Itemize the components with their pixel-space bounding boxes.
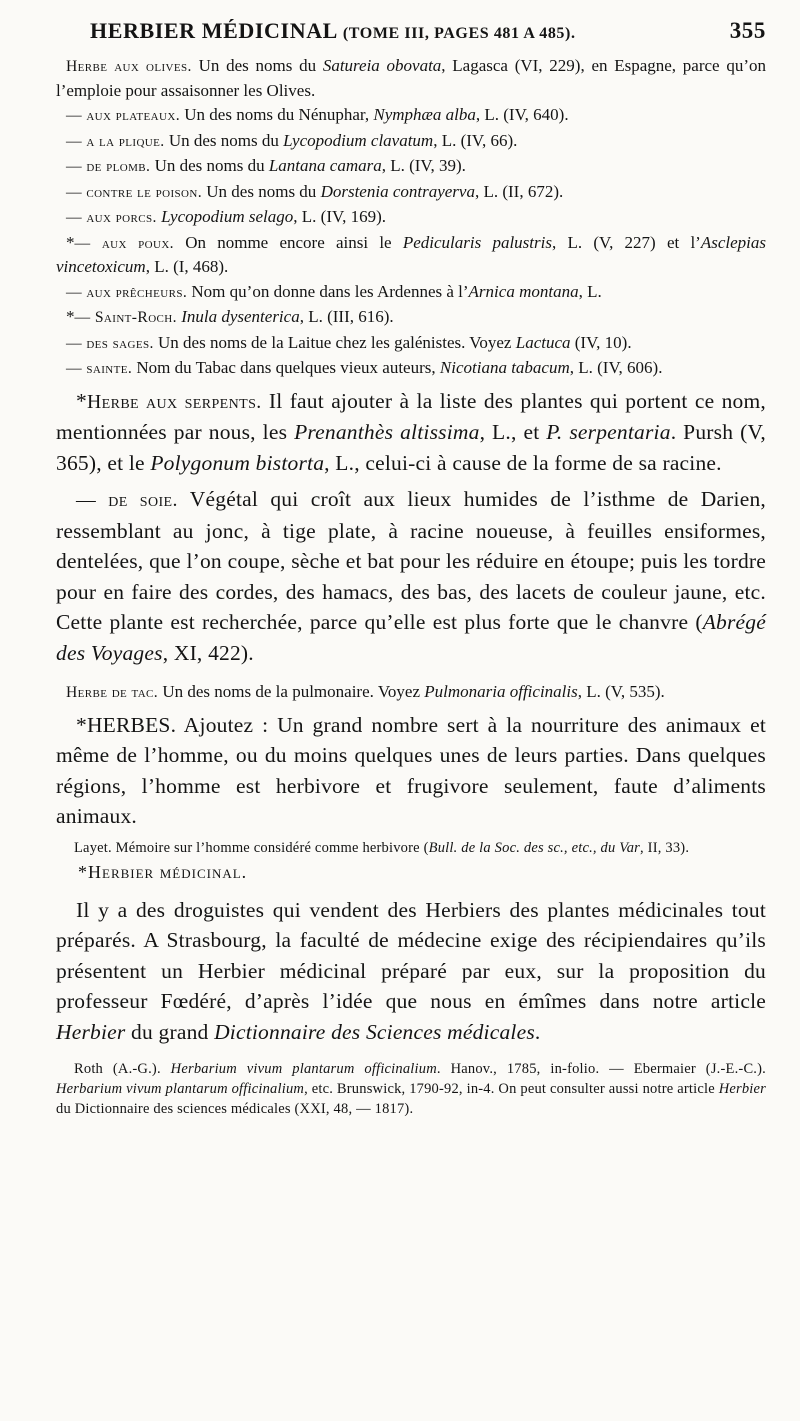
header-title: HERBIER MÉDICINAL — [90, 18, 337, 43]
entry-sainte: — sainte. Nom du Tabac dans quelques vieux auteurs, Nicotiana tabacum, L. (IV, 606). — [66, 358, 663, 377]
page — [56, 18, 766, 1119]
references-block — [56, 1059, 766, 1119]
entries-small-block — [56, 54, 766, 381]
entry-a-la-plique: — a la plique. Un des noms du Lycopodium clavatum, L. (IV, 66). — [66, 130, 518, 150]
entry-saint-roch: *— Saint-Roch. Inula dysenterica, L. (III, 616). — [66, 307, 394, 326]
entries-large-block — [56, 386, 766, 669]
entry-herbe-aux-serpents: *Herbe aux serpents. Il faut ajouter à la liste des plantes qui portent ce nom, mentionnées par nous, les Prenanthès altissima, L., et P. serpentaria. Pursh (V, 365), et le Polygonum bistorta, L., celui-ci à cause de la forme de sa racine. — [56, 388, 766, 475]
header-title-group — [90, 18, 576, 44]
entry-de-plomb: — de plomb. Un des noms du Lantana camara, L. (IV, 39). — [66, 156, 466, 175]
layet-reference: Layet. Mémoire sur l’homme considéré comme herbivore (Bull. de la Soc. des sc., etc., du Var, II, 33). — [74, 839, 690, 856]
page-number: 355 — [729, 18, 766, 43]
entry-des-sages: — des sages. Un des noms de la Laitue chez les galénistes. Voyez Lactuca (IV, 10). — [66, 332, 632, 352]
section-heading-herbier-medicinal: *Herbier médicinal. — [78, 861, 248, 882]
herbier-body-block — [56, 895, 766, 1048]
entry-herbe-aux-olives: Herbe aux olives. Un des noms du Satureia obovata, Lagasca (VI, 229), en Espagne, parce qu’on l’emploie pour assaisonner les Olives. — [56, 56, 766, 100]
entry-aux-precheurs: — aux prêcheurs. Nom qu’on donne dans les Ardennes à l’Arnica montana, L. — [66, 281, 602, 301]
header-tome-reference: (TOME III, PAGES 481 A 485). — [342, 25, 576, 42]
entry-herbe-de-tac-block — [56, 680, 766, 705]
layet-reference-block — [56, 838, 766, 858]
entry-aux-plateaux: — aux plateaux. Un des noms du Nénuphar, Nymphæa alba, L. (IV, 640). — [66, 105, 569, 124]
entry-herbes: *HERBES. Ajoutez : Un grand nombre sert à la nourriture des animaux et même de l’homme, ou du moins quelques unes de leurs parties. Dans quelques régions, l’homme est herbivore et frugivore seulement, faute d’aliments animaux. — [56, 712, 766, 828]
references: Roth (A.-G.). Herbarium vivum plantarum officinalium. Hanov., 1785, in-folio. — Ebermaier (J.-E.-C.). Herbarium vivum plantarum officinalium, etc. Brunswick, 1790-92, in-4. On peut consulter aussi notre article Herbier du Dictionnaire des sciences médicales (XXI, 48, — 1817). — [56, 1061, 766, 1117]
herbier-body: Il y a des droguistes qui vendent des Herbiers des plantes médicinales tout préparés. A Strasbourg, la faculté de médecine exige des récipiendaires qu’ils présentent un Herbier médicinal préparé par eux, sur la proposition du professeur Fœdéré, d’après l’idée que nous en émîmes dans notre article Herbier du grand Dictionnaire des Sciences médicales. — [56, 897, 766, 1044]
running-header — [90, 18, 766, 44]
entry-herbes-block — [56, 710, 766, 832]
entry-aux-porcs: — aux porcs. Lycopodium selago, L. (IV, 169). — [66, 207, 386, 226]
entry-aux-poux: *— aux poux. On nomme encore ainsi le Pedicularis palustris, L. (V, 227) et l’Asclepias vincetoxicum, L. (I, 468). — [56, 232, 766, 276]
entry-contre-le-poison: — contre le poison. Un des noms du Dorstenia contrayerva, L. (II, 672). — [66, 181, 564, 201]
entry-herbe-de-tac: Herbe de tac. Un des noms de la pulmonaire. Voyez Pulmonaria officinalis, L. (V, 535). — [66, 682, 665, 701]
entry-de-soie: — de soie. Végétal qui croît aux lieux humides de l’isthme de Darien, ressemblant au jonc, à tige plate, à racine noueuse, à feuilles ensiformes, dentelées, que l’on coupe, sèche et bat pour les réduire en étoupe; puis les tordre pour en faire des cordes, des hamacs, des bas, des lacets de couleur jaune, etc. Cette plante est recherchée, parce qu’elle est plus forte que le chanvre (Abrégé des Voyages, XI, 422). — [56, 487, 766, 665]
